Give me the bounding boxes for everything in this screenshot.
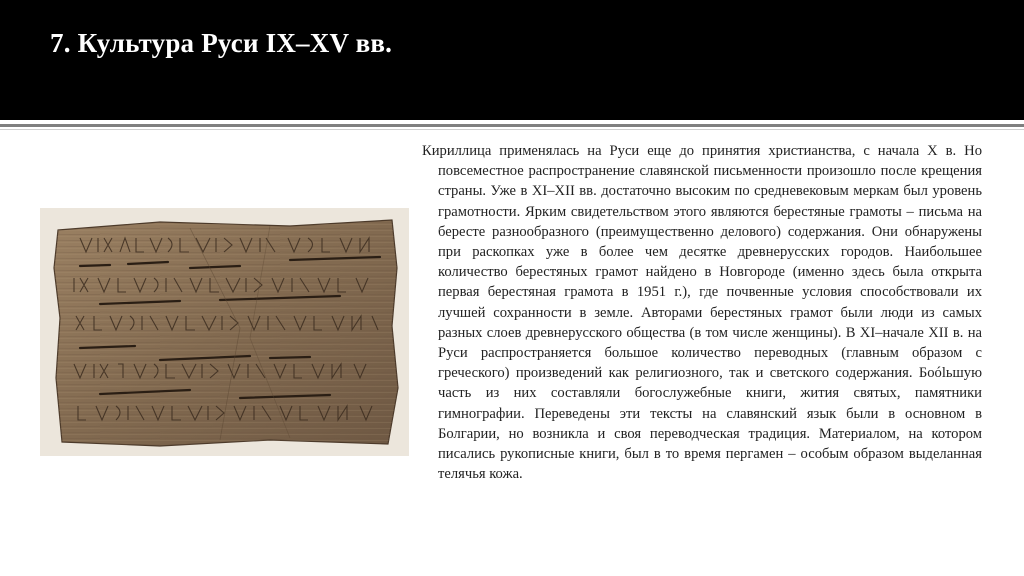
slide-title: 7. Культура Руси IX–XV вв. [50,28,393,58]
title-bar [0,0,1024,120]
divider-line-thin [0,129,1024,130]
divider-line [0,124,1024,127]
body-paragraph: Кириллица применялась на Руси еще до принятия христианства, с начала X в. Но повсеместное распространение славянской письменности произошло после крещения страны. Уже в XI–XII вв. достаточно высоким по средневековым меркам был уровень грамотности. Ярким свидетельством этого являются берестяные грамоты – письма на бересте разнообразного (преимущественно делового) содержания. Они обнаружены при раскопках уже в более чем десятке древнерусских городов. Наибольшее количество берестяных грамот найдено в Новгороде (именно здесь была открыта первая берестяная грамота в 1951 г.), где почвенные условия способствовали их лучшей сохранности в земле. Авторами берестяных грамот были люди из самых разных слоев древнерусского общества (в том числе женщины). В XI–начале XII в. на Руси распространяется большое количество переводных (главным образом с греческого) произведений как религиозного, так и светского содержания. Боólьшую часть из них составляли богослужебные книги, жития святых, памятники гимнографии. Переведены эти тексты на славянский язык были в основном в Болгарии, но возникла и своя переводческая традиция. Материалом, на котором писались рукописные книги, был в то время пергамен – особым образом выделанная телячья кожа. [422,143,982,483]
birch-bark-illustration [40,208,409,456]
birch-bark-letter-image [40,208,409,456]
